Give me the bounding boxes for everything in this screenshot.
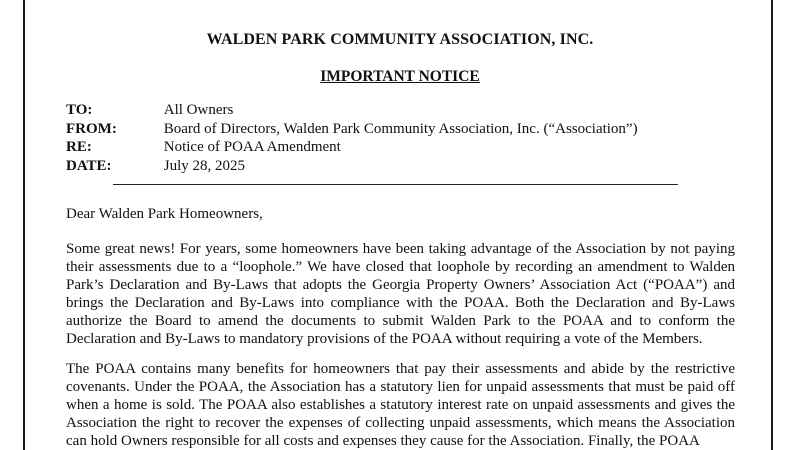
memo-header — [66, 101, 638, 175]
memo-re-label: RE: — [66, 139, 92, 155]
salutation: Dear Walden Park Homeowners, — [66, 206, 263, 222]
memo-row-date — [66, 157, 638, 176]
body-paragraph-2: The POAA contains many benefits for homeowners that pay their assessments and abide by the restrictive covenants. Under the POAA, the Association has a statutory lien for unpaid assessments that must be paid off when a home is sold. The POAA also establishes a statutory interest rate on unpaid assessments and gives the Association the right to recover the expenses of collecting unpaid assessments, which means the Association can hold Owners responsible for all costs and expenses they cause for the Association. Finally, the POAA — [66, 361, 735, 449]
organization-title: WALDEN PARK COMMUNITY ASSOCIATION, INC. — [206, 31, 594, 48]
memo-row-re — [66, 138, 638, 157]
memo-row-from — [66, 120, 638, 139]
memo-from-value: Board of Directors, Walden Park Community Association, Inc. (“Association”) — [163, 120, 638, 137]
memo-to-label: TO: — [66, 102, 93, 118]
memo-divider — [113, 184, 678, 185]
memo-from-label: FROM: — [66, 120, 117, 137]
body-paragraph-1: Some great news! For years, some homeowners have been taking advantage of the Association by not paying their assessments due to a “loophole.” We have closed that loophole by recording an amendment to Walden Park’s Declaration and By-Laws that adopts the Georgia Property Owners’ Association Act (“POAA”) and brings the Declaration and By-Laws into compliance with the POAA. Both the Declaration and By-Laws authorize the Board to amend the documents to submit Walden Park to the POAA and to conform the Declaration and By-Laws to mandatory provisions of the POAA without requiring a vote of the Members. — [66, 241, 735, 347]
memo-date-value: July 28, 2025 — [163, 157, 246, 174]
memo-row-to — [66, 101, 638, 120]
memo-re-value: Notice of POAA Amendment — [163, 139, 341, 155]
memo-to-value: All Owners — [163, 102, 234, 118]
memo-date-label: DATE: — [66, 157, 112, 174]
notice-title: IMPORTANT NOTICE — [320, 68, 480, 85]
